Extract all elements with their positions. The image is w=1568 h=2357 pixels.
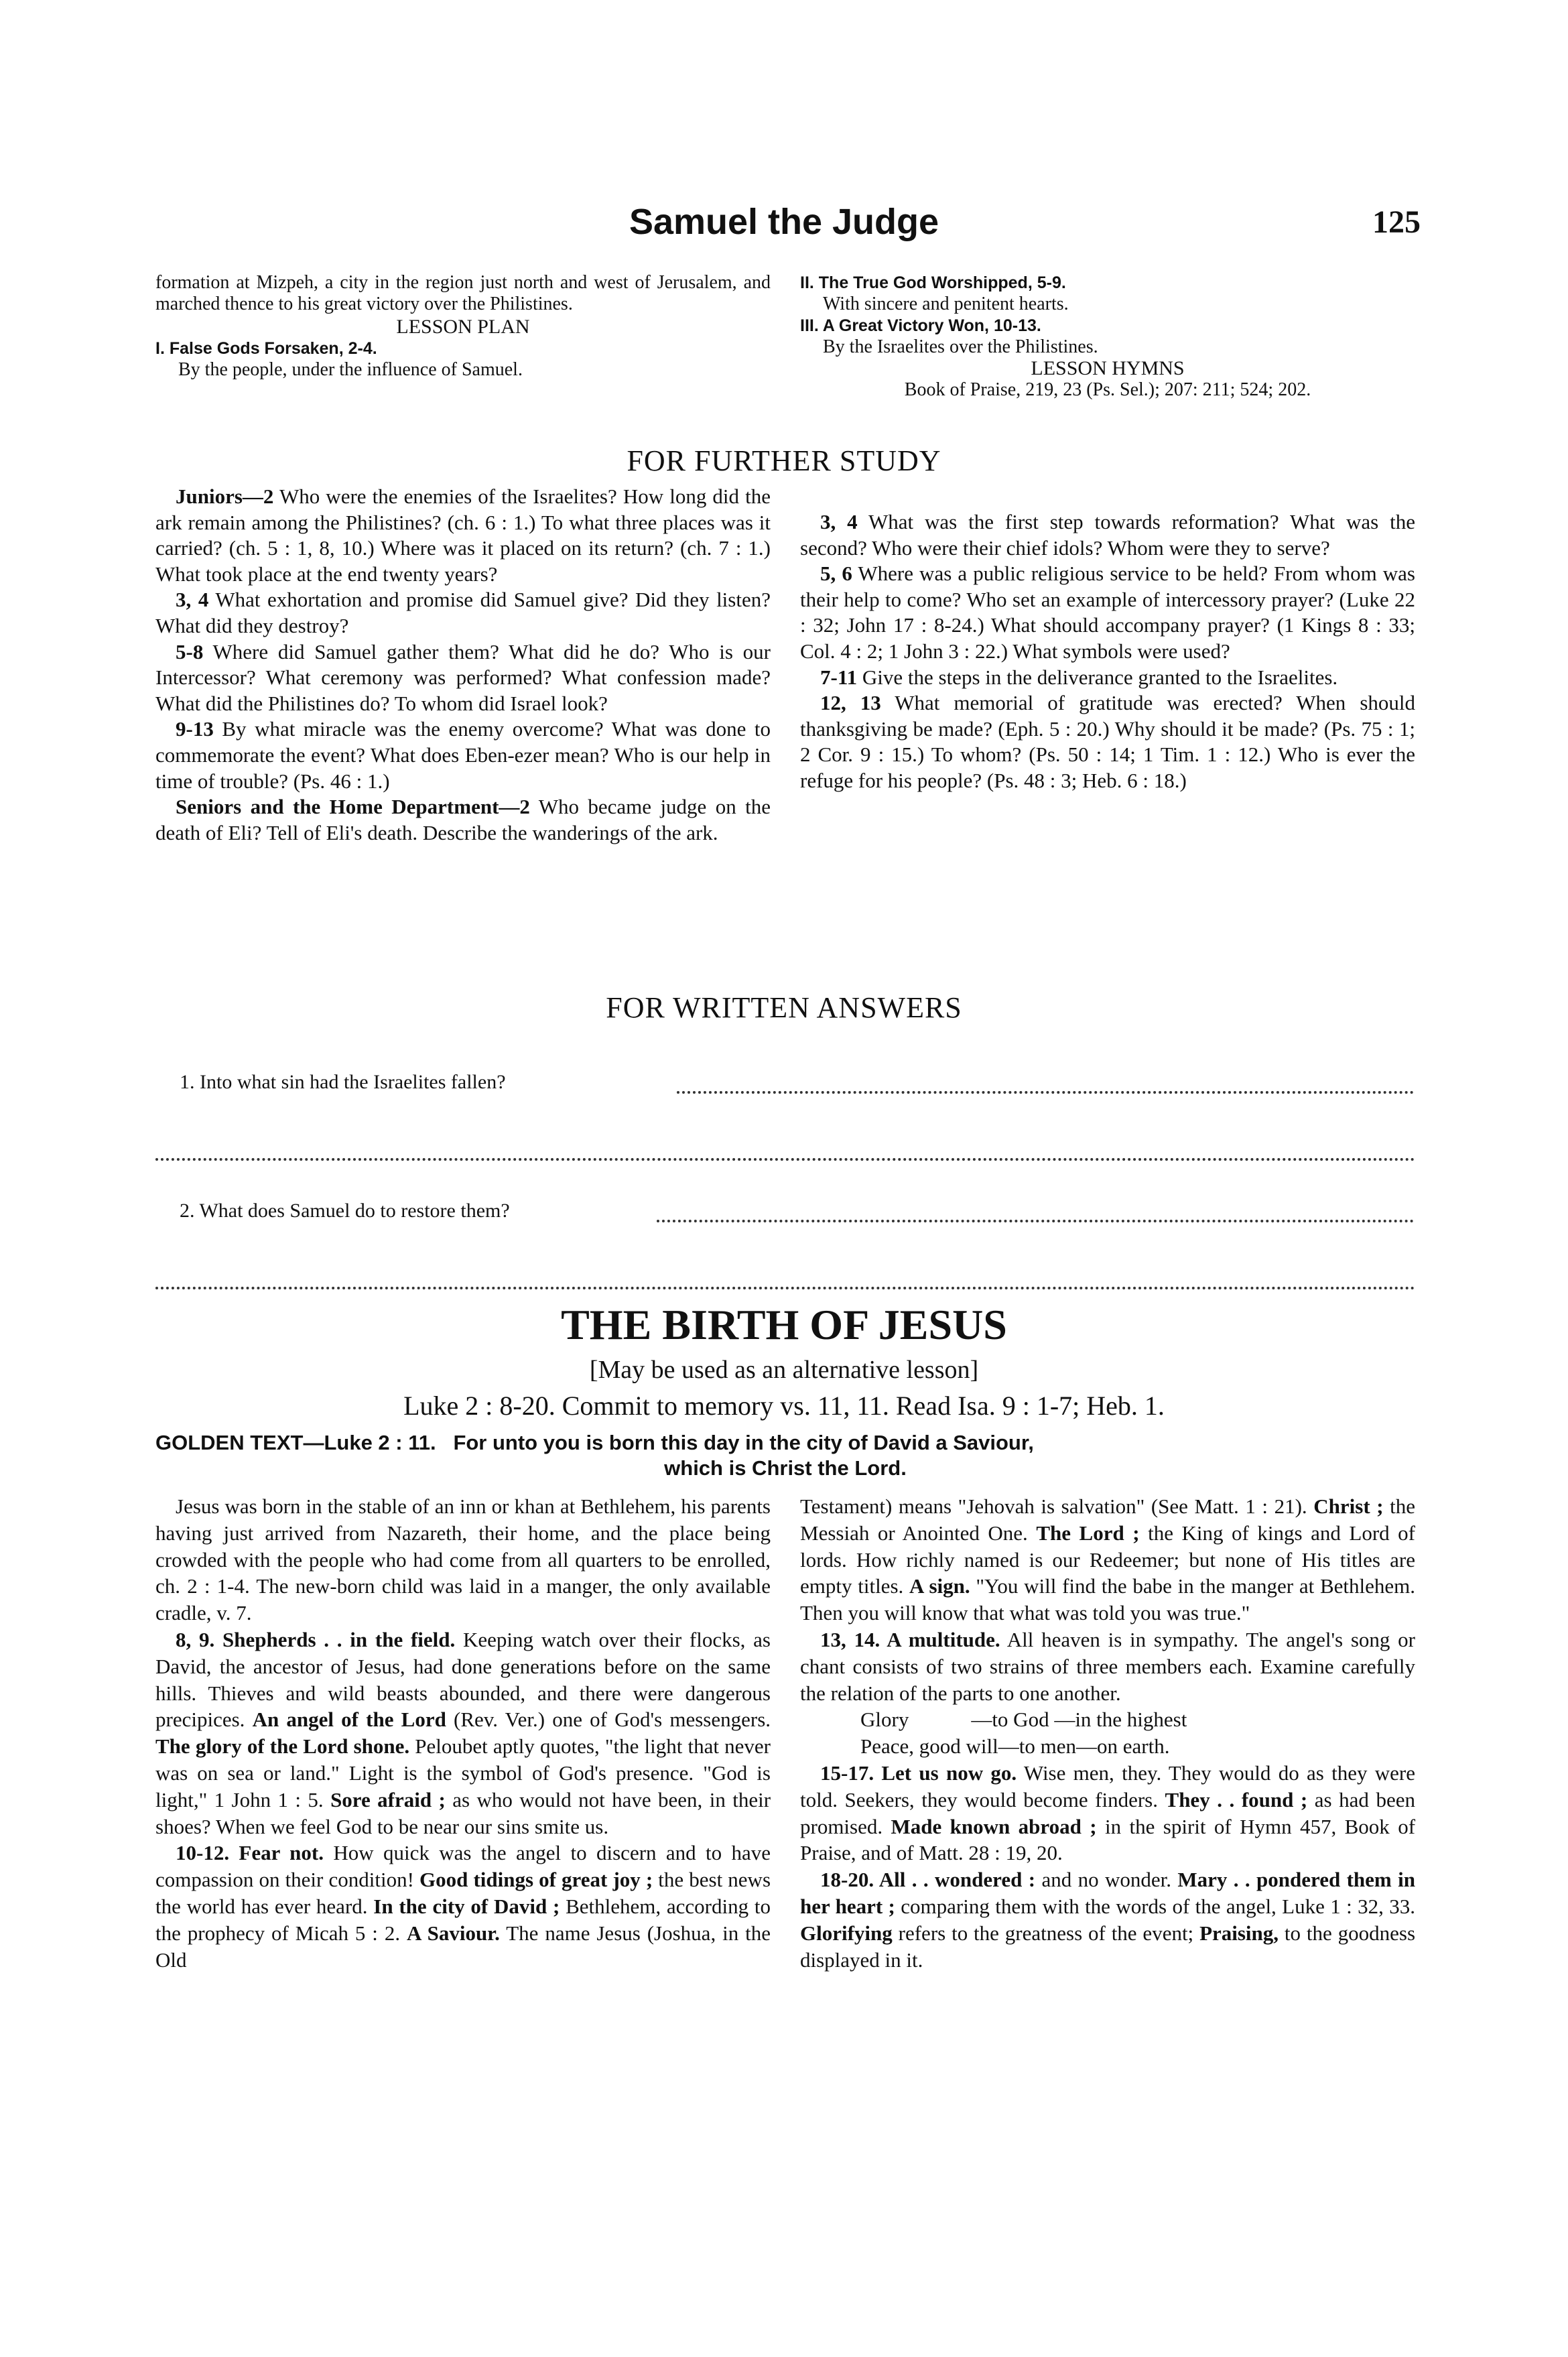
q58-label: 5-8 <box>176 639 204 663</box>
christ-label: Christ ; <box>1313 1494 1384 1518</box>
golden-text-line-2: which is Christ the Lord. <box>664 1456 907 1480</box>
written-answers-heading: FOR WRITTEN ANSWERS <box>606 991 962 1024</box>
golden-text-line-1: For unto you is born this day in the city of David a Saviour, <box>453 1431 1034 1454</box>
s56-label: 5, 6 <box>820 562 852 586</box>
plan-item-1-text: By the people, under the influence of Samuel. <box>178 359 523 380</box>
lesson-plan-heading: LESSON PLAN <box>396 316 530 338</box>
saviour-label: A Saviour. <box>407 1921 500 1945</box>
commentary-left <box>155 1493 771 1973</box>
commentary-left-p1: Jesus was born in the stable of an inn or khan at Bethlehem, his parents having just arrived from Nazareth, their home, and the place being crowded with the people who had come from all quarters to be enrolled, ch. 2 : 1-4. The new-born child was laid in a manger, the only available cradle, v. 7. <box>155 1494 771 1625</box>
chant-line-2: Peace, good will—to men—on earth. <box>860 1734 1170 1759</box>
they-found-label: They . . found ; <box>1165 1787 1308 1811</box>
q34-text: What exhortation and promise did Samuel give? Did they listen? What did they destroy? <box>155 588 771 637</box>
further-study-heading: FOR FURTHER STUDY <box>627 444 941 477</box>
angel-text: (Rev. Ver.) one of God's messengers. <box>454 1708 771 1732</box>
sign-label: A sign. <box>909 1574 970 1598</box>
running-head-title: Samuel the Judge <box>629 202 939 242</box>
page-number: 125 <box>1372 204 1421 240</box>
s34-text: What was the first step towards reformation? What was the second? Who were their chief idols? Whom were they to serve? <box>800 510 1416 560</box>
golden-text-label: GOLDEN TEXT—Luke 2 : 11. <box>155 1431 436 1454</box>
q913-text: By what miracle was the enemy overcome? What was done to commemorate the event? What does Eben-ezer mean? Who is our help in time of trouble? (Ps. 46 : 1.) <box>155 717 771 793</box>
shepherds-text: Keeping watch over their flocks, as David, the ancestor of Jesus, had done generations before on the same hills. Thieves and wild beasts abounded, and there were dangerous precipices. <box>155 1627 771 1732</box>
saviour-text: The name Jesus (Joshua, in the Old <box>155 1921 771 1972</box>
lesson-title: THE BIRTH OF JESUS <box>561 1301 1007 1348</box>
answer-line-1a[interactable] <box>677 1091 1414 1094</box>
intro-left <box>155 272 771 381</box>
glory-label: The glory of the Lord shone. <box>155 1734 410 1759</box>
mary-pondered-text: comparing them with the words of the angel, Luke 1 : 32, 33. <box>901 1894 1416 1918</box>
q34-label: 3, 4 <box>176 588 209 612</box>
christ-text: the Messiah or Anointed One. <box>800 1494 1416 1545</box>
answer-line-2b[interactable] <box>155 1287 1415 1289</box>
fear-not-label: 10-12. Fear not. <box>176 1841 324 1865</box>
answer-line-2a[interactable] <box>657 1220 1414 1222</box>
glory-text: Peloubet aptly quotes, "the light that never was on sea or land." Light is the symbol of God's presence. "God is light," 1 John 1 : 5. <box>155 1734 771 1811</box>
wondered-label: 18-20. All . . wondered : <box>820 1868 1036 1892</box>
written-question-1: 1. Into what sin had the Israelites fallen? <box>180 1071 506 1093</box>
wondered-text: and no wonder. <box>1041 1868 1171 1892</box>
the-lord-label: The Lord ; <box>1036 1521 1140 1545</box>
s1213-text: What memorial of gratitude was erected? When should thanksgiving be made? (Eph. 5 : 20.) Why should it be made? (Ps. 75 : 1; 2 Cor. 9 : 15.) To whom? (Ps. 50 : 14; 1 Tim. 1 : 12.) Who is ever the refuge for his people? (Ps. 48 : 3; Heb. 6 : 18.) <box>800 691 1415 792</box>
further-study-left <box>155 484 771 846</box>
they-found-text: as had been promised. <box>800 1787 1415 1838</box>
chant-line-1: Glory —to God —in the highest <box>860 1708 1187 1732</box>
made-known-label: Made known abroad ; <box>891 1814 1097 1838</box>
s56-text: Where was a public religious service to be held? From whom was their help to come? Who set an example of intercessory prayer? (Luke 22 : 32; John 17 : 8-24.) What should accompany prayer? (1 Kings 8 : 33; Col. 4 : 2; 1 John 3 : 22.) What symbols were used? <box>800 562 1415 663</box>
q913-label: 9-13 <box>176 717 214 741</box>
praising-text: to the goodness displayed in it. <box>800 1921 1416 1972</box>
plan-item-2-text: With sincere and penitent hearts. <box>823 294 1069 314</box>
lesson-reference: Luke 2 : 8-20. Commit to memory vs. 11, 11. Read Isa. 9 : 1-7; Heb. 1. <box>403 1391 1165 1421</box>
plan-item-3-title: III. A Great Victory Won, 10-13. <box>800 316 1041 335</box>
sore-afraid-text: as who would not have been, in their shoes? When we feel God to be near our sins smite us. <box>155 1787 771 1838</box>
answer-line-1b[interactable] <box>155 1158 1415 1161</box>
good-tidings-text: the best news the world has ever heard. <box>155 1868 771 1918</box>
city-of-david-label: In the city of David ; <box>373 1894 560 1918</box>
seniors-text: Who became judge on the death of Eli? Tell of Eli's death. Describe the wanderings of the ark. <box>155 795 771 844</box>
praising-label: Praising, <box>1199 1921 1279 1945</box>
sign-text: "You will find the babe in the manger at Bethlehem. Then you will know that what was told you was true." <box>800 1574 1416 1625</box>
golden-text <box>155 1430 1415 1481</box>
intro-right <box>800 272 1415 401</box>
seniors-label: Seniors and the Home Department—2 <box>176 795 530 819</box>
hymns-text: Book of Praise, 219, 23 (Ps. Sel.); 207: 211; 524; 202. <box>904 379 1311 400</box>
juniors-text: Who were the enemies of the Israelites? How long did the ark remain among the Philistines? (ch. 6 : 1.) To what three places was it carried? (ch. 5 : 1, 8, 10.) Where was it placed on its return? (ch. 7 : 1.) What took place at the end twenty years? <box>155 485 771 586</box>
let-us-go-text: Wise men, they. They would do as they were told. Seekers, they would become finders. <box>800 1761 1415 1811</box>
multitude-text: All heaven is in sympathy. The angel's song or chant consists of two strains of three members each. Examine carefully the relation of the parts to one another. <box>800 1627 1415 1705</box>
shepherds-label: 8, 9. Shepherds . . in the field. <box>176 1627 456 1651</box>
good-tidings-label: Good tidings of great joy ; <box>419 1868 653 1892</box>
plan-item-2-title: II. The True God Worshipped, 5-9. <box>800 273 1066 292</box>
the-lord-text: the King of kings and Lord of lords. How richly named is our Redeemer; but none of His titles are empty titles. <box>800 1521 1415 1598</box>
multitude-label: 13, 14. A multitude. <box>820 1627 1000 1651</box>
juniors-label: Juniors—2 <box>176 485 274 508</box>
commentary-right <box>800 1493 1415 1973</box>
sore-afraid-label: Sore afraid ; <box>330 1787 446 1811</box>
mary-pondered-label: Mary . . pondered them in her heart ; <box>800 1868 1415 1918</box>
intro-text: formation at Mizpeh, a city in the region just north and west of Jerusalem, and marched thence to his great victory over the Philistines. <box>155 272 771 314</box>
fear-not-text: How quick was the angel to discern and to have compassion on their condition! <box>155 1841 771 1892</box>
glorifying-label: Glorifying <box>800 1921 893 1945</box>
q58-text: Where did Samuel gather them? What did he do? Who is our Intercessor? What ceremony was performed? What confession made? What did the Philistines do? To whom did Israel look? <box>155 639 771 715</box>
s711-text: Give the steps in the deliverance granted to the Israelites. <box>862 665 1338 689</box>
made-known-text: in the spirit of Hymn 457, Book of Praise, and of Matt. 28 : 19, 20. <box>800 1814 1416 1865</box>
hymns-heading: LESSON HYMNS <box>1031 357 1185 379</box>
testament-text: Testament) means "Jehovah is salvation" (See Matt. 1 : 21). <box>800 1494 1307 1518</box>
glorifying-text: refers to the greatness of the event; <box>898 1921 1194 1945</box>
let-us-go-label: 15-17. Let us now go. <box>820 1761 1017 1785</box>
city-of-david-text: Bethlehem, according to the prophecy of Micah 5 : 2. <box>155 1894 771 1945</box>
s34-label: 3, 4 <box>820 510 858 533</box>
plan-item-3-text: By the Israelites over the Philistines. <box>823 336 1098 357</box>
angel-label: An angel of the Lord <box>252 1708 446 1732</box>
lesson-subtitle: [May be used as an alternative lesson] <box>589 1356 979 1384</box>
further-study-right <box>800 509 1415 794</box>
s711-label: 7-11 <box>820 665 858 689</box>
written-question-2: 2. What does Samuel do to restore them? <box>180 1200 510 1222</box>
s1213-label: 12, 13 <box>820 691 881 715</box>
plan-item-1-title: I. False Gods Forsaken, 2-4. <box>155 339 377 358</box>
